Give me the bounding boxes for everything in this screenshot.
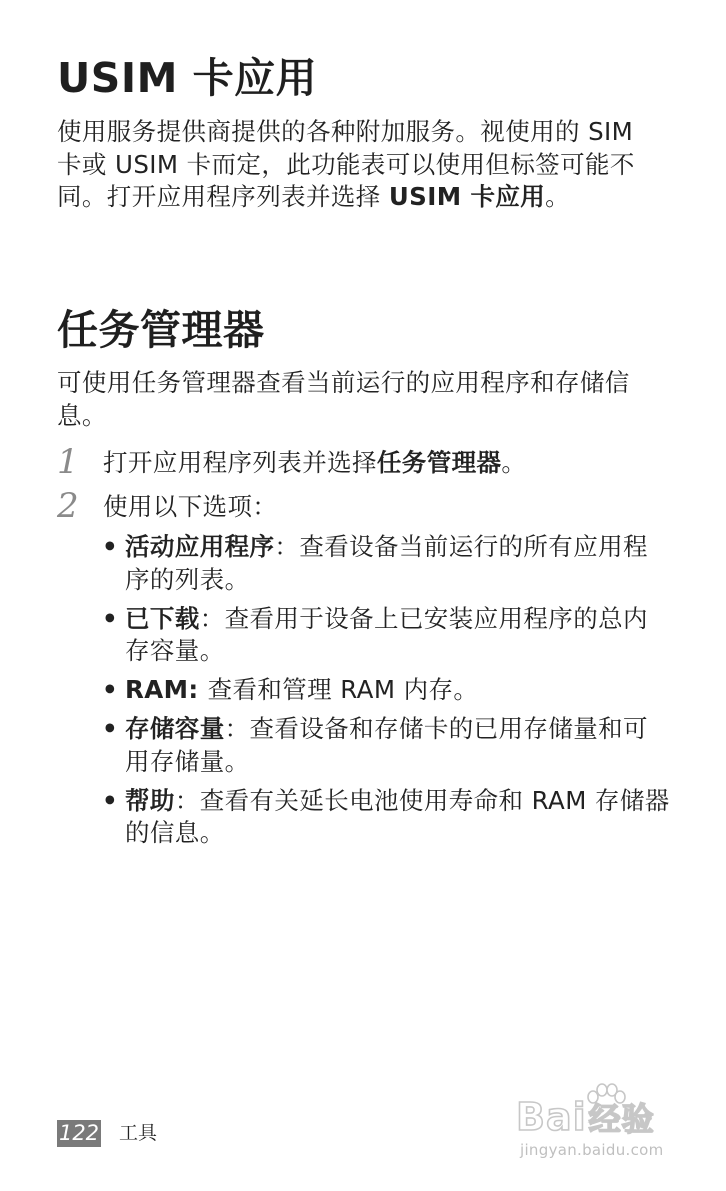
option-label: 活动应用程序 xyxy=(125,532,275,561)
usim-app-term: USIM 卡应用 xyxy=(388,182,546,211)
usim-description xyxy=(57,116,649,214)
option-separator: : xyxy=(188,675,208,704)
option-separator: ： xyxy=(274,532,300,561)
step-text: 使用以下选项： xyxy=(103,492,278,521)
bullet-icon: • xyxy=(102,714,119,743)
section-title-usim: USIM 卡应用 xyxy=(57,54,318,102)
option-separator: ： xyxy=(199,603,225,633)
option-separator: ： xyxy=(174,785,200,815)
step-text xyxy=(103,447,526,479)
option-label: 帮助 xyxy=(125,785,175,815)
option-downloaded xyxy=(100,603,670,668)
option-help xyxy=(100,785,670,850)
option-description: 查看设备和存储卡的已用存储量和可用存储量。 xyxy=(125,714,648,776)
footer-section-name: 工具 xyxy=(119,1122,158,1144)
task-manager-description: 可使用任务管理器查看当前运行的应用程序和存储信息。 xyxy=(57,368,630,430)
bullet-icon: • xyxy=(102,785,119,815)
step-instruction: 打开应用程序列表并选择 xyxy=(103,448,377,477)
step-number: 1 xyxy=(57,442,79,482)
baidu-watermark xyxy=(512,1083,712,1163)
option-description: 查看设备当前运行的所有应用程序的列表。 xyxy=(125,532,648,594)
option-description: 查看用于设备上已安装应用程序的总内存容量。 xyxy=(125,603,648,665)
usim-description-text: 使用服务提供商提供的各种附加服务。视使用的 SIM 卡或 USIM 卡而定，此功能表可以使用但标签可能不同。打开应用程序列表并选择 xyxy=(57,117,635,211)
step-2 xyxy=(57,486,657,527)
watermark-brand xyxy=(516,1097,655,1139)
step-number: 2 xyxy=(57,486,79,526)
step-1 xyxy=(57,442,657,483)
bullet-icon: • xyxy=(102,532,119,561)
watermark-brand-latin: Bai xyxy=(516,1095,587,1139)
options-list xyxy=(100,531,670,856)
watermark-brand-cn: 经验 xyxy=(588,1100,655,1138)
option-description: 查看和管理 RAM 内存。 xyxy=(207,675,479,704)
bullet-icon: • xyxy=(102,675,119,704)
usim-description-tail: 。 xyxy=(545,182,571,211)
task-manager-term: 任务管理器 xyxy=(376,448,502,477)
option-active-apps xyxy=(100,531,670,596)
option-separator: ： xyxy=(224,714,250,743)
option-label: 已下载 xyxy=(125,603,200,633)
option-label: RAM xyxy=(125,675,189,704)
option-label: 存储容量 xyxy=(125,714,225,743)
page-number: 122 xyxy=(58,1121,100,1145)
option-description: 查看有关延长电池使用寿命和 RAM 存储器的信息。 xyxy=(125,785,670,847)
section-title-task-manager: 任务管理器 xyxy=(57,306,265,354)
bullet-icon: • xyxy=(102,603,119,633)
step-tail: 。 xyxy=(501,448,527,477)
option-storage xyxy=(100,713,670,778)
watermark-url: jingyan.baidu.com xyxy=(520,1141,664,1159)
option-ram xyxy=(100,674,670,707)
